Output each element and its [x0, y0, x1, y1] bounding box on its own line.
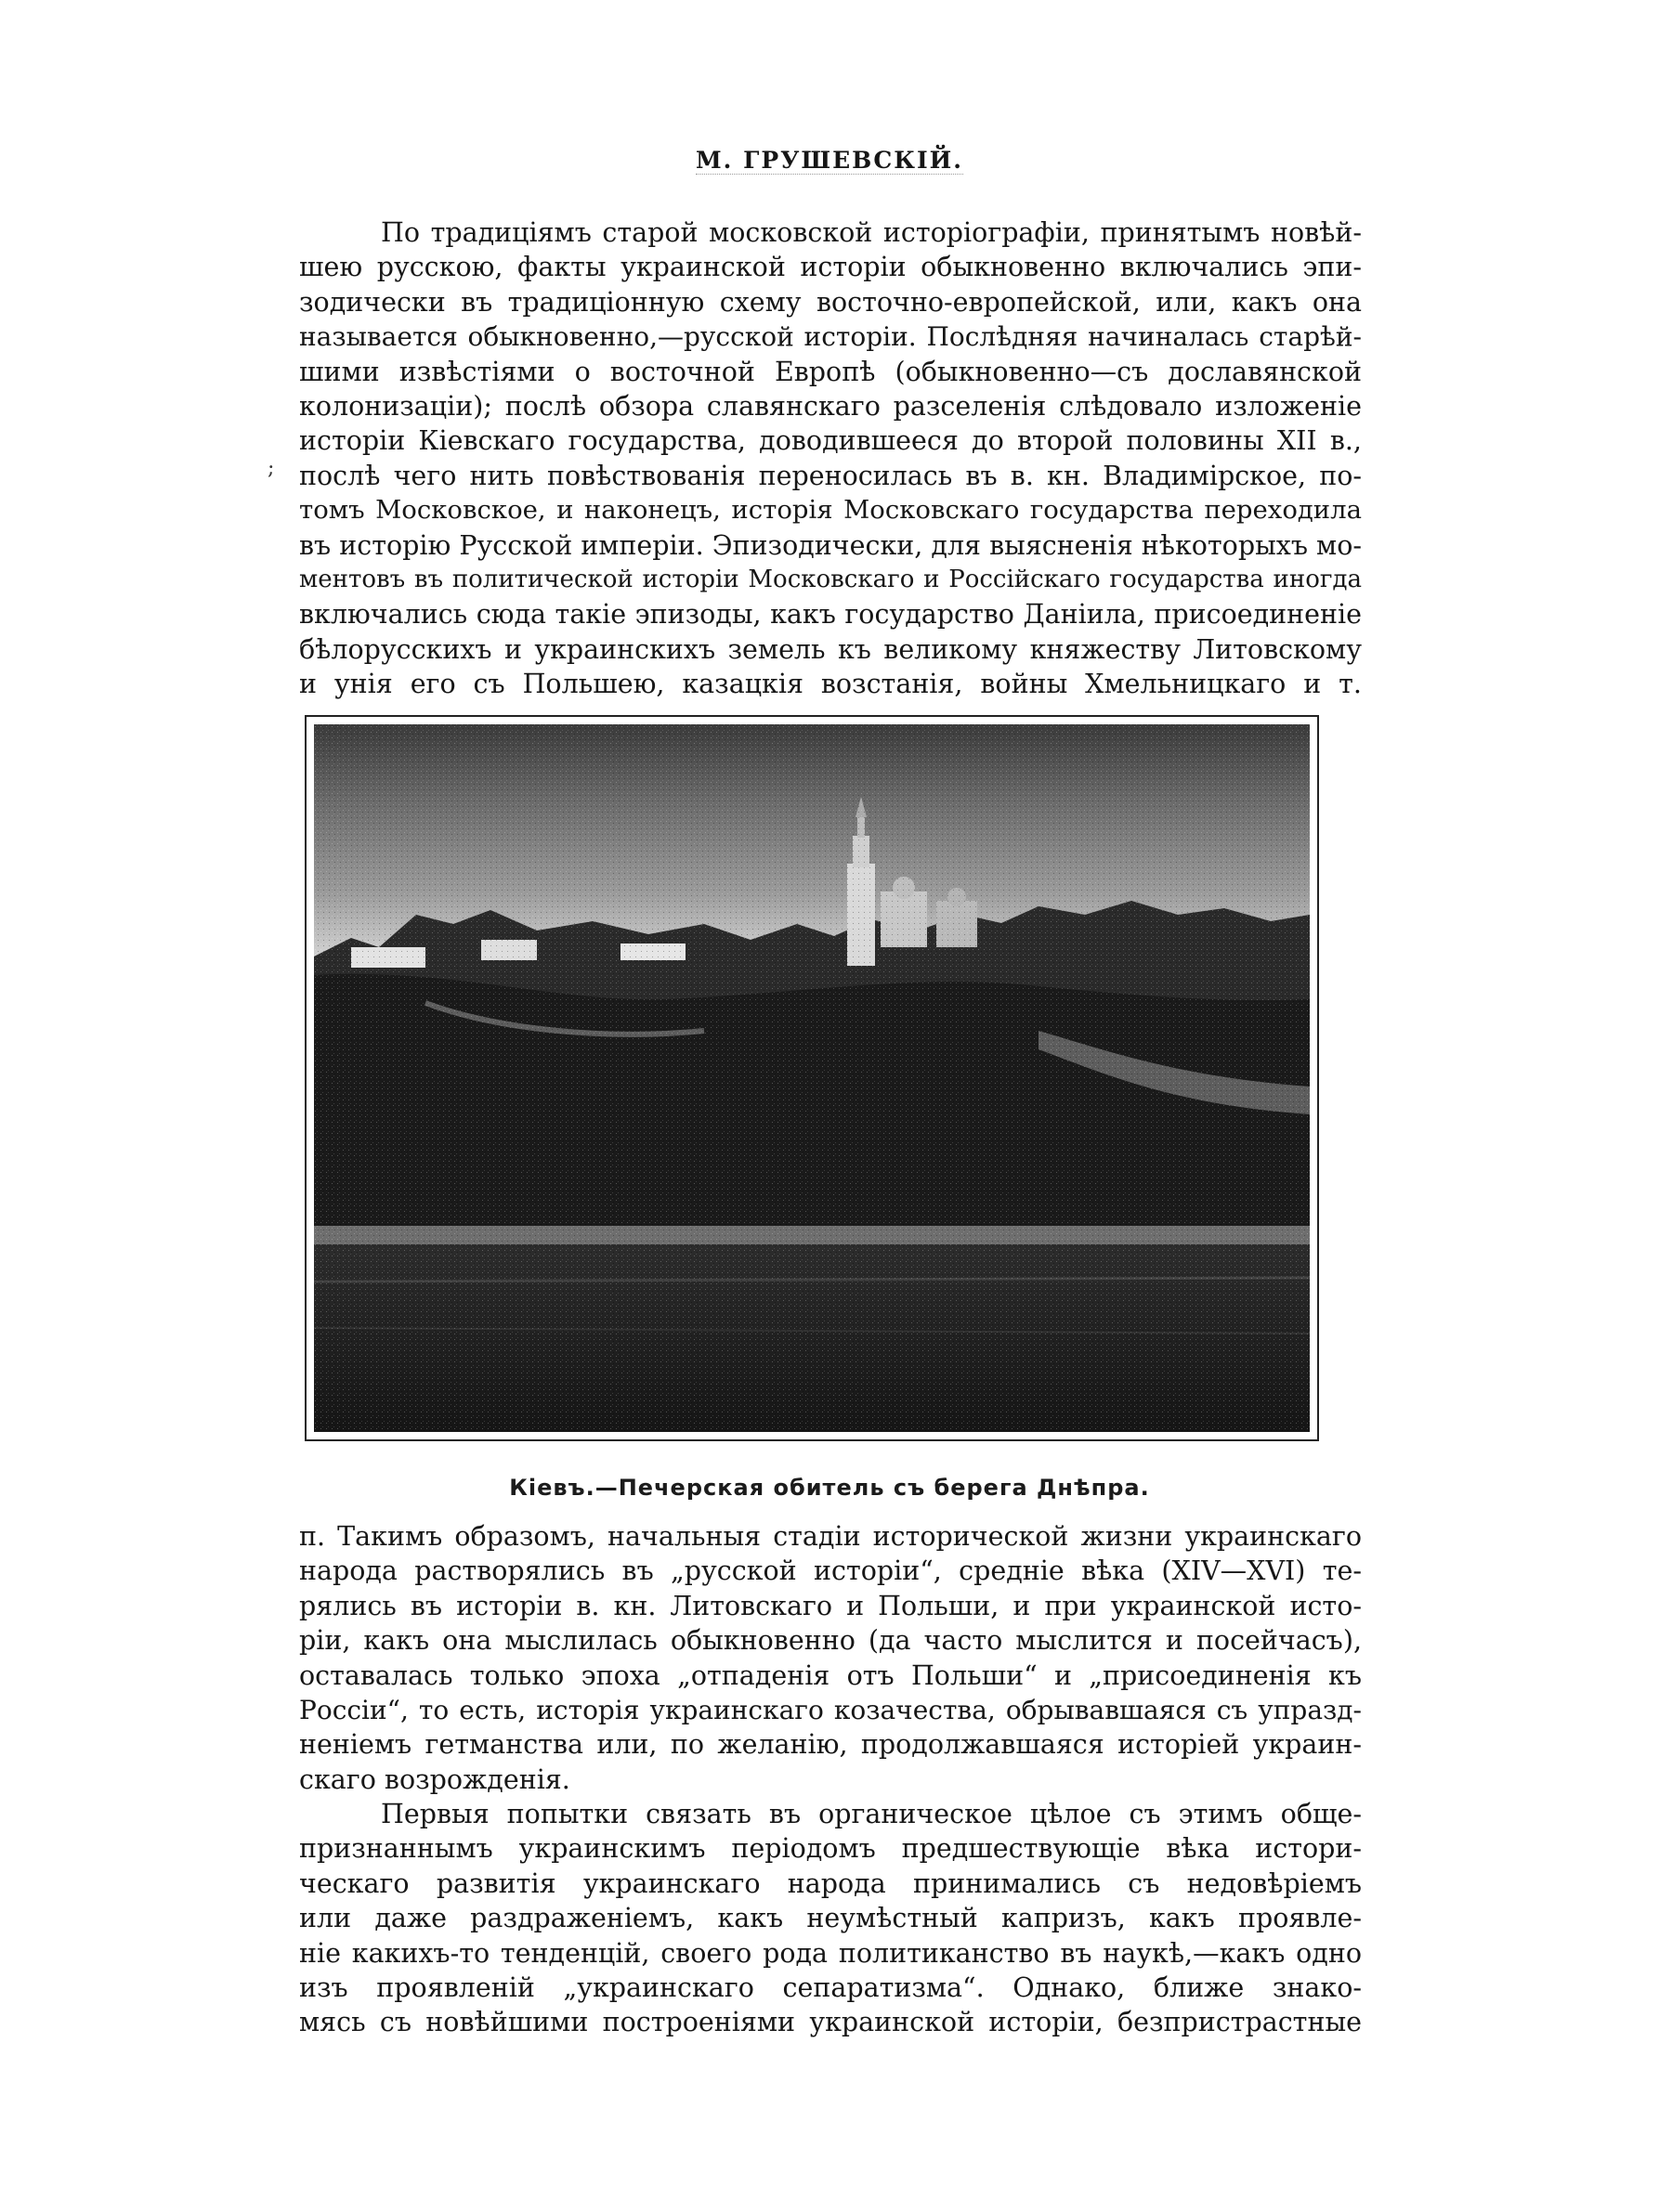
photo-icon — [314, 724, 1310, 1432]
text-line: ніе какихъ-то тенденцій, своего рода политиканство въ наукѣ,—какъ одно — [299, 1937, 1362, 1969]
figure-caption: Кіевъ.—Печерская обитель съ берега Днѣпра. — [509, 1475, 1150, 1501]
paragraph-top — [299, 215, 1362, 701]
text-line: изъ проявленій „украинскаго сепаратизма“. Однако, ближе знако- — [299, 1971, 1362, 2003]
text-line: неніемъ гетманства или, по желанію, продолжавшаяся исторіей украин- — [299, 1729, 1362, 1761]
text-line: ментовъ въ политической исторіи Московскаго и Россійскаго государства иногда — [299, 565, 1362, 593]
text-line: шими извѣстіями о восточной Европѣ (обыкновенно—съ дославянской — [299, 356, 1362, 387]
paragraph-last — [299, 1797, 1362, 2040]
text-line: называется обыкновенно,—русской исторіи. Послѣдняя начиналась старѣй- — [299, 321, 1362, 353]
text-line: скаго возрожденія. — [299, 1763, 570, 1795]
text-line: или даже раздраженіемъ, какъ неумѣстный капризъ, какъ проявле- — [299, 1903, 1362, 1934]
text-line: Россіи“, то есть, исторія украинскаго козачества, обрывавшаяся съ упразд- — [299, 1694, 1362, 1725]
text-line: ріи, какъ она мыслилась обыкновенно (да часто мыслится и посейчасъ), — [299, 1625, 1362, 1657]
text-line: въ исторію Русской имперіи. Эпизодически, для выясненія нѣкоторыхъ мо- — [299, 529, 1362, 561]
text-line: народа растворялись въ „русской исторіи“, средніе вѣка (XIV—XVI) те- — [299, 1555, 1362, 1587]
text-line: колонизаціи); послѣ обзора славянскаго разселенія слѣдовало изложеніе — [299, 390, 1362, 422]
text-line: признаннымъ украинскимъ періодомъ предшествующіе вѣка истори- — [299, 1833, 1362, 1865]
text-line: исторіи Кіевскаго государства, доводившееся до второй половины XII в., — [299, 425, 1362, 457]
text-line: По традиціямъ старой московской исторіографіи, принятымъ новѣй- — [381, 217, 1362, 248]
text-line: включались сюда такіе эпизоды, какъ государство Даніила, присоединеніе — [299, 599, 1362, 631]
text-line: ческаго развитія украинскаго народа принимались съ недовѣріемъ — [299, 1867, 1362, 1899]
text-line: зодически въ традиціонную схему восточно-европейской, или, какъ она — [299, 286, 1362, 318]
text-line: оставалась только эпоха „отпаденія отъ Польши“ и „присоединенія къ — [299, 1659, 1362, 1691]
figure-photograph — [305, 715, 1319, 1441]
header-title: М. ГРУШЕВСКІЙ. — [696, 147, 963, 174]
text-line: мясь съ новѣйшими построеніями украинской исторіи, безпристрастные — [299, 2007, 1362, 2038]
text-line: шею русскою, факты украинской исторіи обыкновенно включались эпи- — [299, 252, 1362, 283]
text-line: послѣ чего нить повѣствованія переносилась въ в. кн. Владимірское, по- — [299, 460, 1362, 491]
margin-mark: ; — [268, 457, 275, 480]
text-line: и унія его съ Польшею, казацкія возстанія, войны Хмельницкаго и т. — [299, 669, 1362, 700]
text-line: Первыя попытки связать въ органическое цѣлое съ этимъ обще- — [381, 1799, 1362, 1829]
text-line: томъ Московское, и наконецъ, исторія Московскаго государства переходила — [299, 495, 1362, 526]
paragraph-bottom — [299, 1519, 1362, 1797]
text-line: п. Такимъ образомъ, начальныя стадіи исторической жизни украинскаго — [299, 1521, 1362, 1552]
text-line: рялись въ исторіи в. кн. Литовскаго и Польши, и при украинской исто- — [299, 1590, 1362, 1621]
text-line: бѣлорусскихъ и украинскихъ земель къ великому княжеству Литовскому — [299, 633, 1362, 665]
running-header — [0, 147, 1659, 174]
